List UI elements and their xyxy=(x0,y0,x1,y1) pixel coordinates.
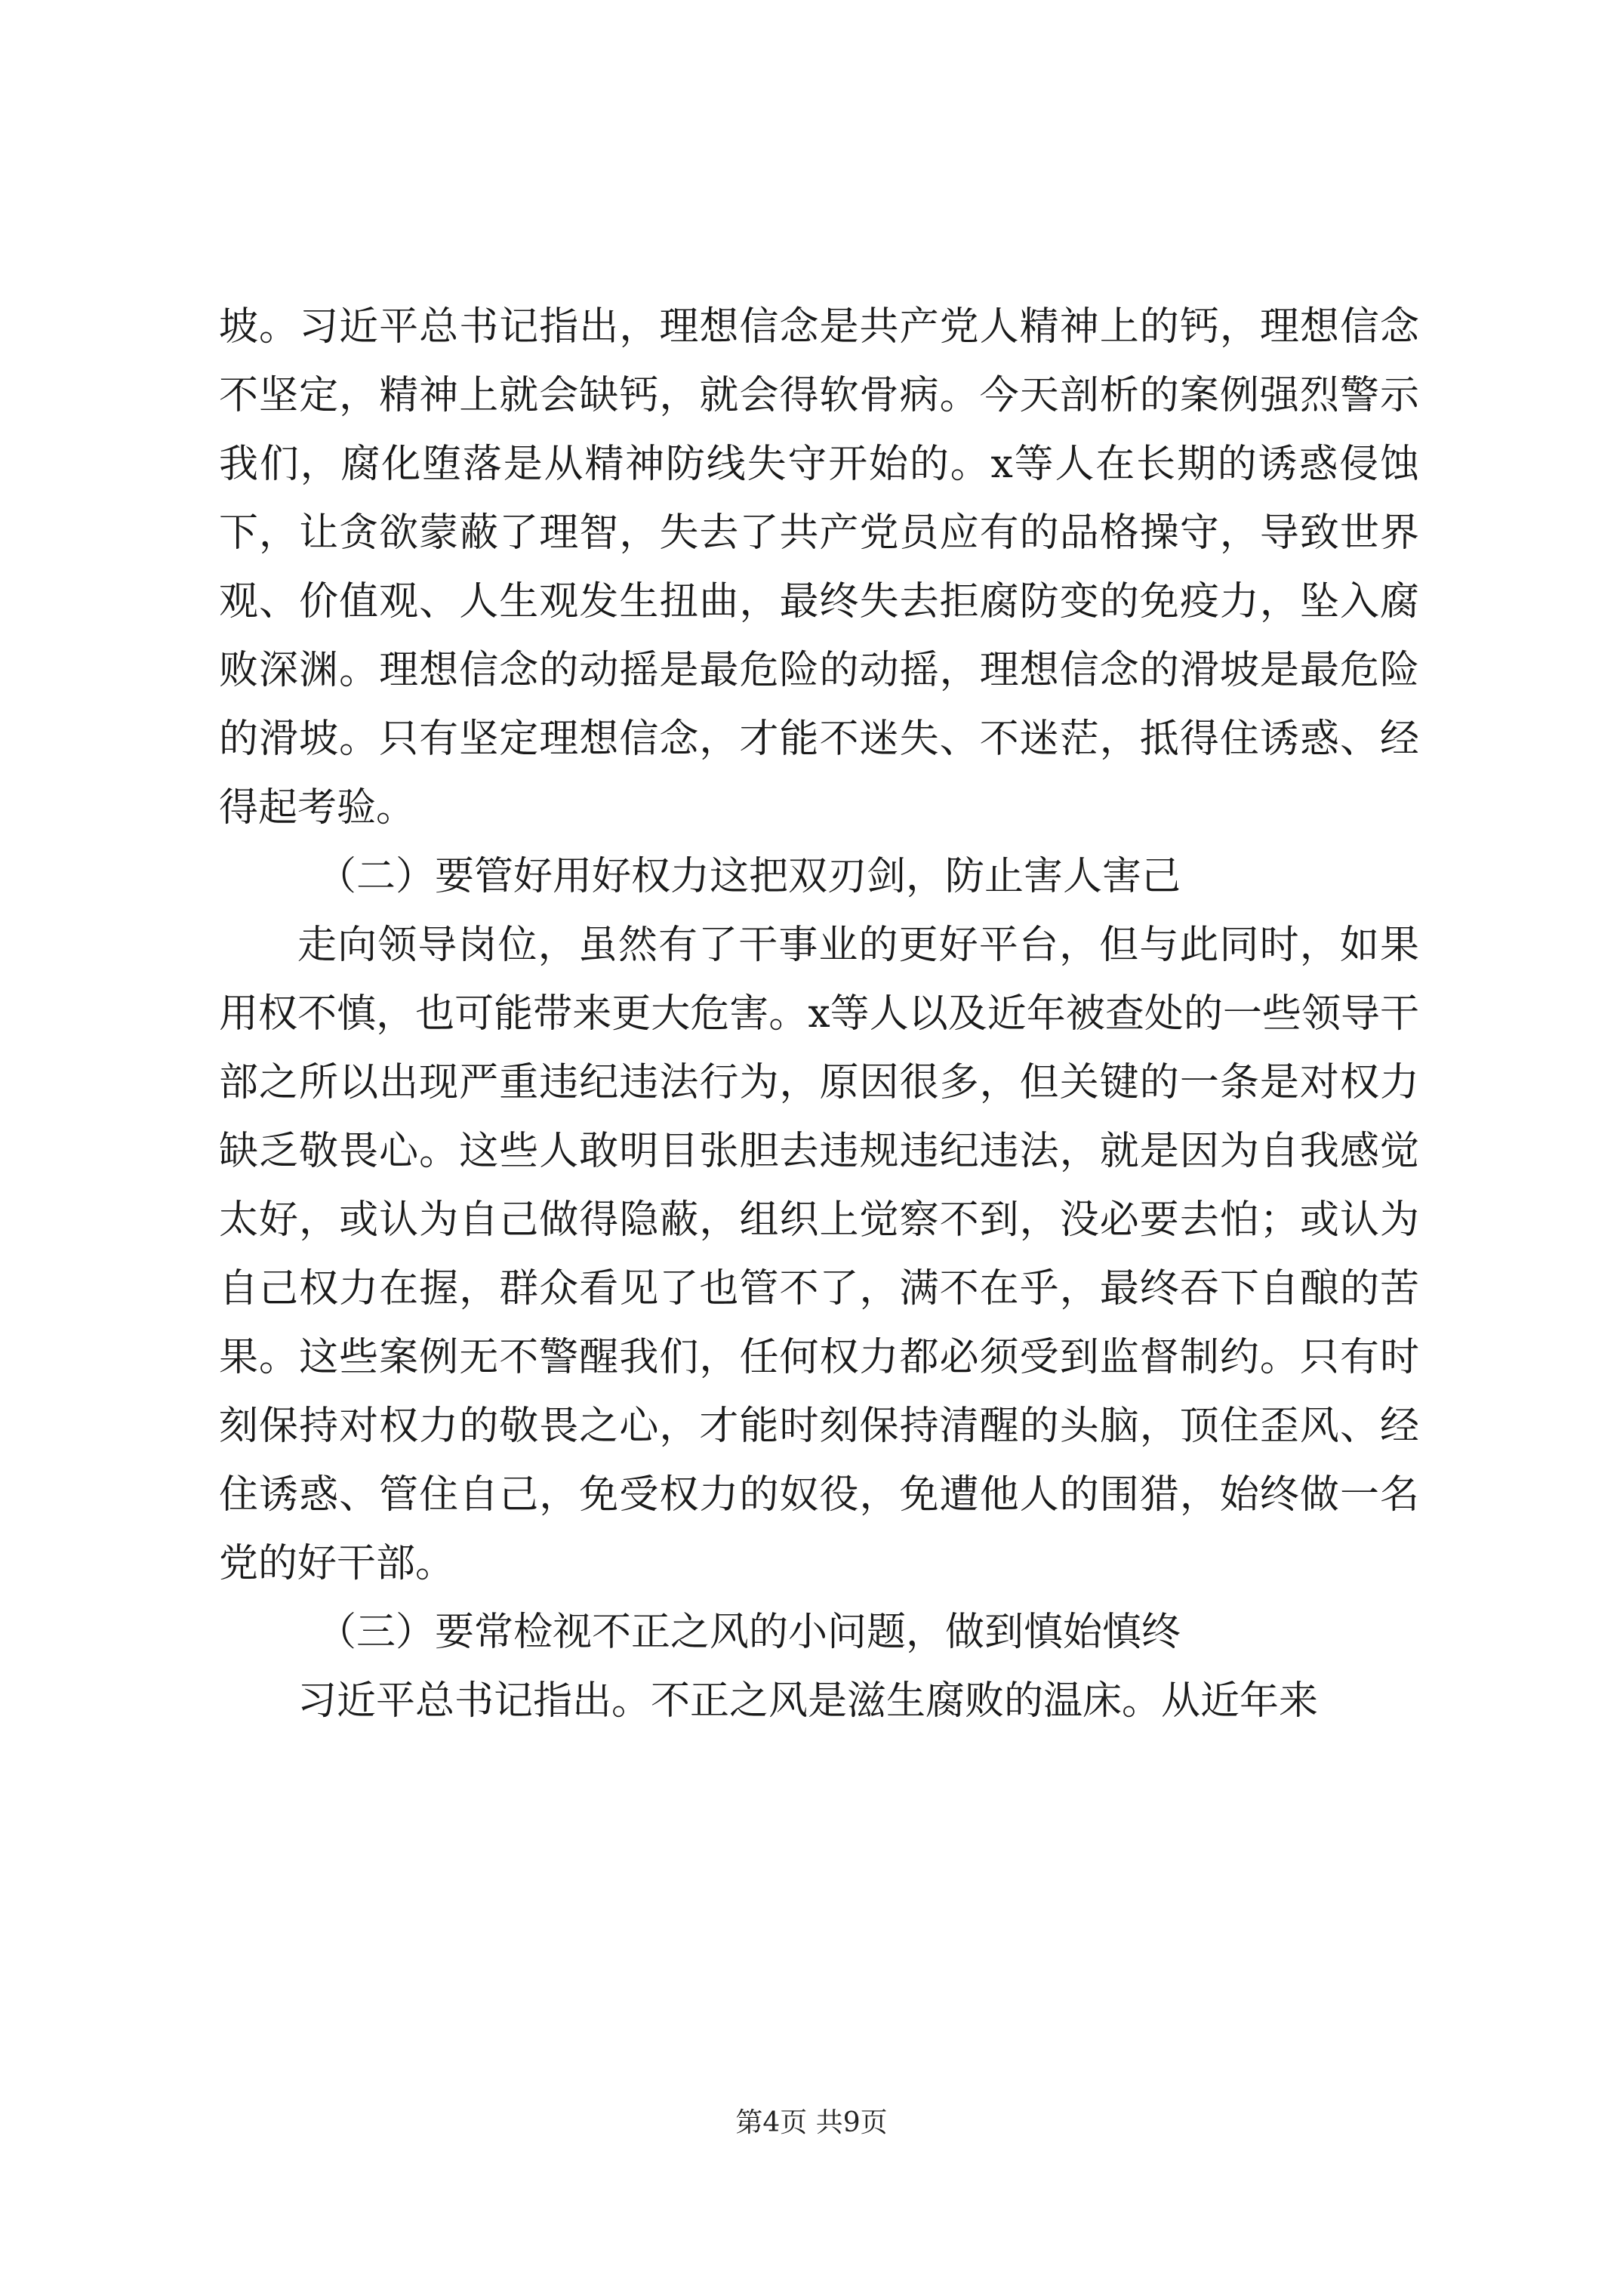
paragraph-ideals-continued: 坡。习近平总书记指出，理想信念是共产党人精神上的钙，理想信念不坚定，精神上就会缺钙，就会得软骨病。今天剖析的案例强烈警示我们，腐化堕落是从精神防线失守开始的。x等人在长期的诱惑侵蚀下，让贪欲蒙蔽了理智，失去了共产党员应有的品格操守，导致世界观、价值观、人生观发生扭曲，最终失去拒腐防变的免疫力，坠入腐败深渊。理想信念的动摇是最危险的动摇，理想信念的滑坡是最危险的滑坡。只有坚定理想信念，才能不迷失、不迷茫，抵得住诱惑、经得起考验。 xyxy=(219,304,1419,831)
section-heading-3: （三）要常检视不正之风的小问题，做到慎始慎终 xyxy=(317,1610,1181,1655)
paragraph-unhealthy-trends: 习近平总书记指出。不正之风是滋生腐败的温床。从近年来 xyxy=(297,1678,1319,1724)
page-footer: 第4页 共9页 xyxy=(735,2107,888,2138)
document-body xyxy=(219,293,1419,1736)
section-heading-2: （二）要管好用好权力这把双刃剑，防止害人害己 xyxy=(317,854,1181,899)
paragraph-power: 走向领导岗位，虽然有了干事业的更好平台，但与此同时，如果用权不慎，也可能带来更大危害。x等人以及近年被查处的一些领导干部之所以出现严重违纪违法行为，原因很多，但关键的一条是对权力缺乏敬畏心。这些人敢明目张胆去违规违纪违法，就是因为自我感觉太好，或认为自己做得隐蔽，组织上觉察不到，没必要去怕；或认为自己权力在握，群众看见了也管不了，满不在乎，最终吞下自酿的苦果。这些案例无不警醒我们，任何权力都必须受到监督制约。只有时刻保持对权力的敬畏之心，才能时刻保持清醒的头脑，顶住歪风、经住诱惑、管住自己，免受权力的奴役，免遭他人的围猎，始终做一名党的好干部。 xyxy=(219,923,1419,1586)
